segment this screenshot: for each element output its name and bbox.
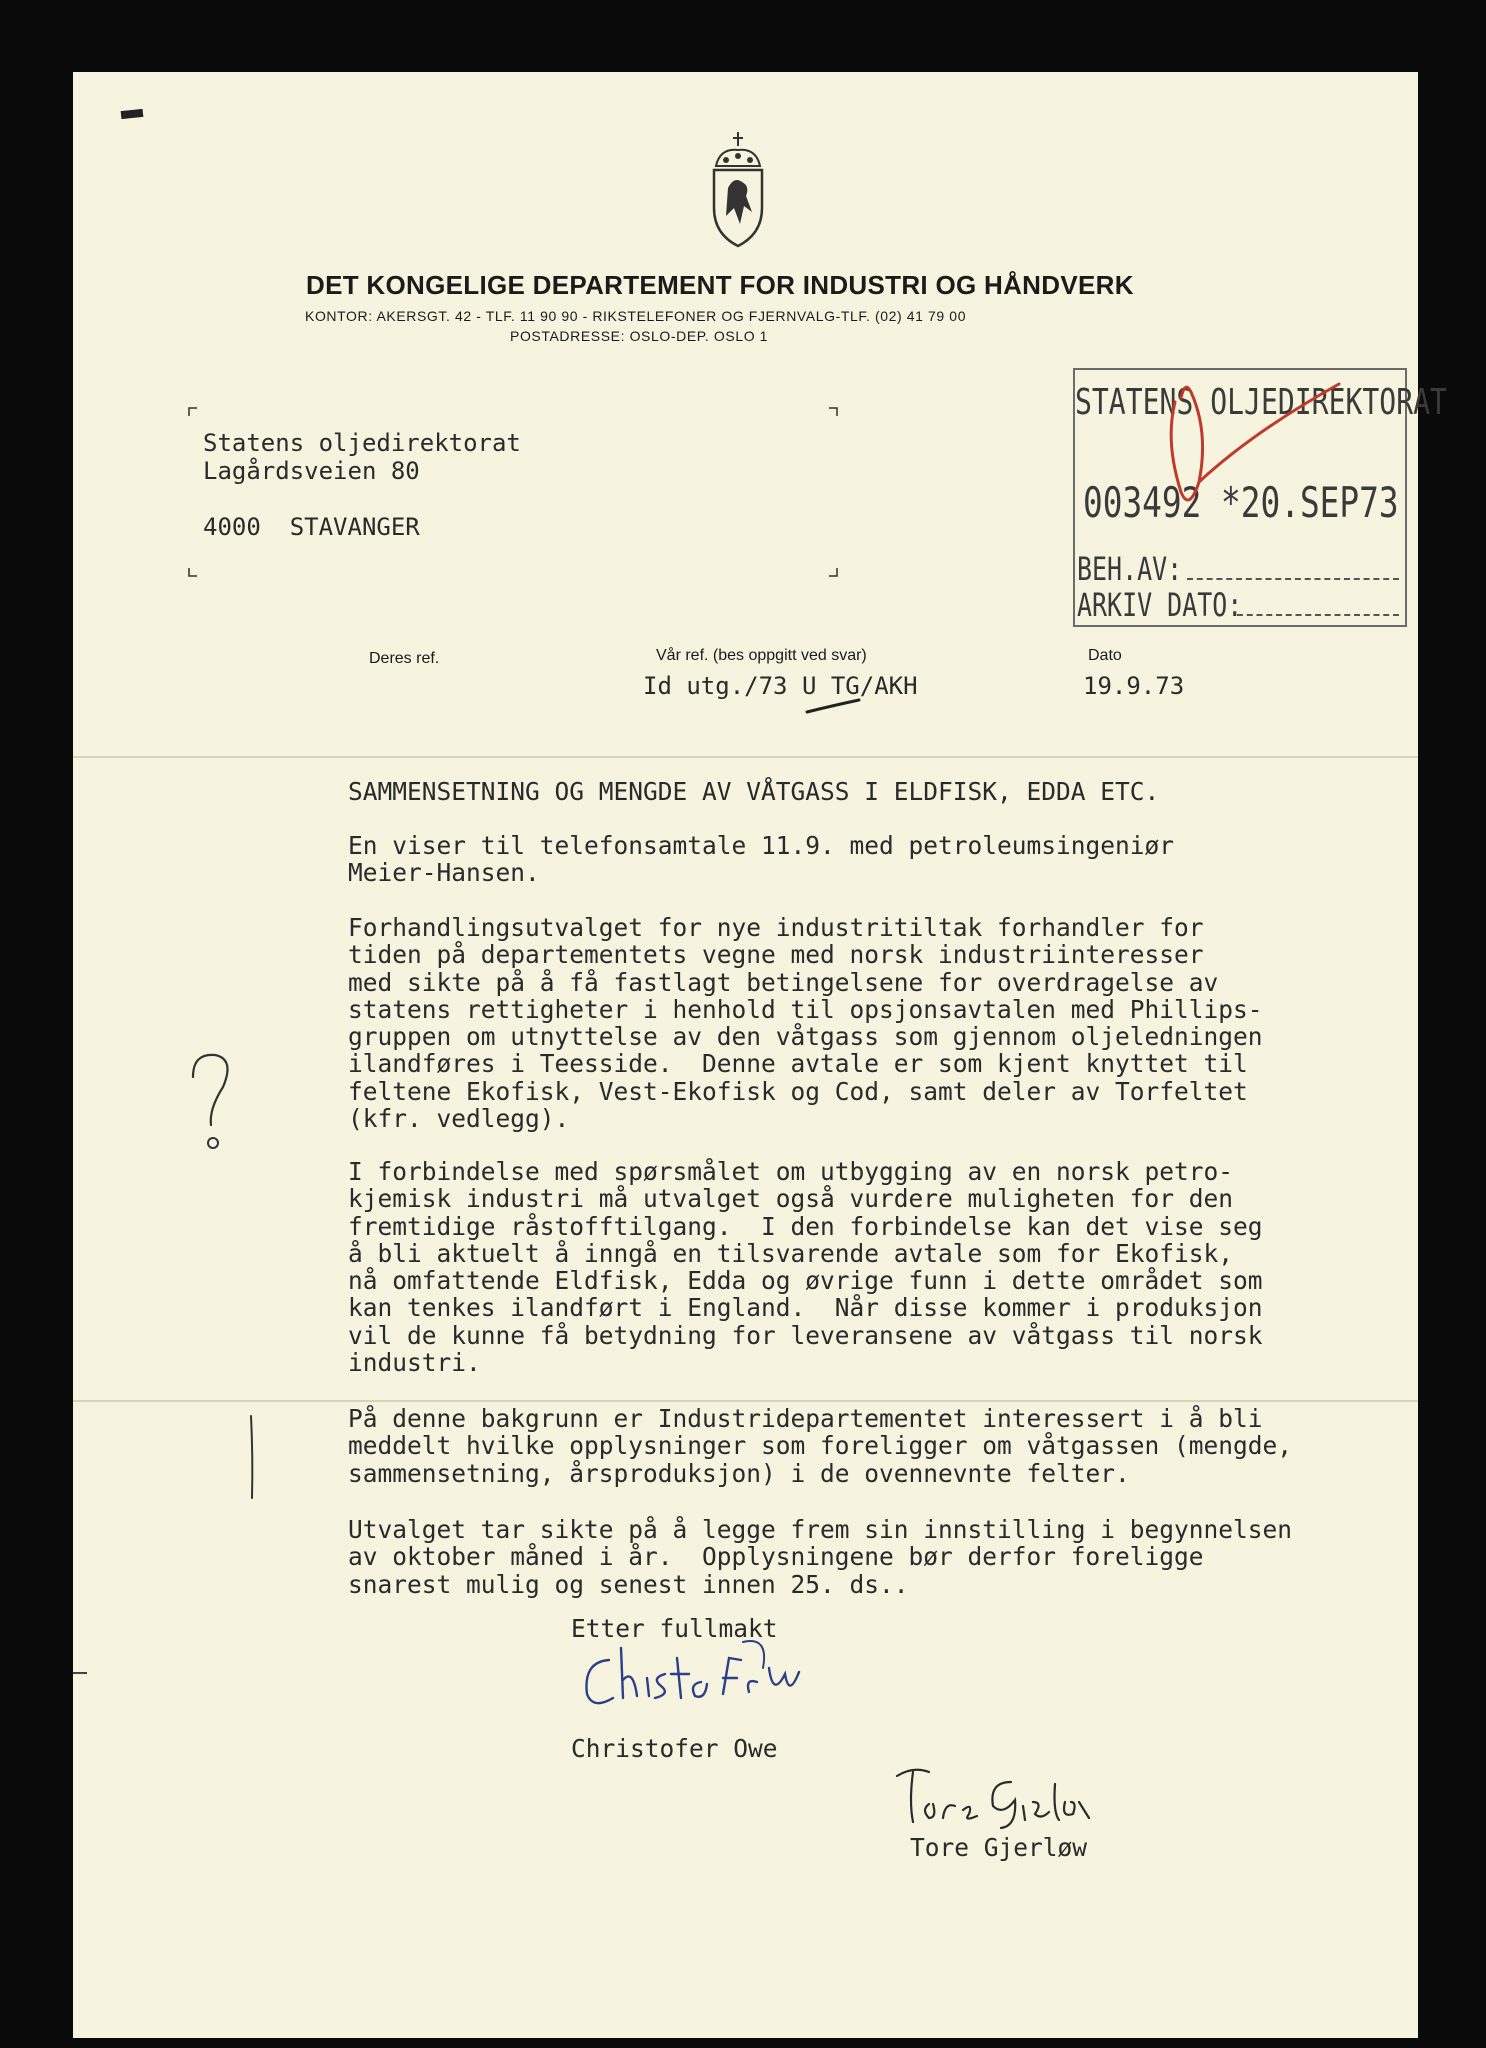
margin-vertical-mark (243, 1412, 263, 1502)
signature-christofer-owe (573, 1638, 813, 1728)
recipient-city: 4000 STAVANGER (203, 513, 420, 541)
margin-question-mark (183, 1047, 253, 1157)
body-paragraph-3: I forbindelse med spørsmålet om utbygging av en norsk petro- kjemisk industri må utvalget også vurdere muligheten for den fremtidige råstofftilgang. I den forbindelse kan det vise seg å bli aktuelt å inngå en tilsvarende avtale som for Ekofisk, nå omfattende Eldfisk, Edda og øvrige funn i dette området som kan tenkes ilandført i England. Når disse kommer i produksjon vil de kunne få betydning for leveransene av våtgass til norsk industri. (348, 1157, 1263, 1378)
fold-line-upper (73, 756, 1418, 758)
signer-2-name: Tore Gjerløw (910, 1833, 1088, 1862)
stamp-handled-by: BEH.AV: (1077, 550, 1183, 588)
letter-subject: SAMMENSETNING OG MENGDE AV VÅTGASS I ELDFISK, EDDA ETC. (348, 777, 1160, 806)
ref-underline-mark (803, 696, 863, 718)
letter-page (73, 72, 1447, 2038)
coat-of-arms-emblem (706, 130, 770, 250)
body-paragraph-4: På denne bakgrunn er Industridepartementet interessert i å bli meddelt hvilke opplysninger som foreligger om våtgassen (mengde, sammensetning, årsproduksjon) i de ovennevnte felter. (348, 1404, 1293, 1488)
their-ref-label: Deres ref. (369, 650, 440, 667)
our-ref-value: Id utg./73 U TG/AKH (643, 672, 918, 700)
stamp-archive-date: ARKIV DATO: (1077, 586, 1243, 624)
our-ref-label: Vår ref. (bes oppgitt ved svar) (656, 647, 867, 664)
date-label: Dato (1088, 647, 1122, 664)
department-postal-address: POSTADRESSE: OSLO-DEP. OSLO 1 (510, 328, 769, 344)
stamp-archive-date-line (1237, 614, 1399, 616)
body-paragraph-5: Utvalget tar sikte på å legge frem sin innstilling i begynnelsen av oktober måned i år. Opplysningene bør derfor foreligge snarest mulig og senest innen 25. ds.. (348, 1515, 1293, 1599)
corner-mark (121, 109, 144, 119)
recipient-name: Statens oljedirektorat (203, 429, 521, 457)
date-value: 19.9.73 (1083, 672, 1185, 700)
stamp-organization: STATENS OLJEDIREKTORAT (1075, 382, 1447, 423)
stamp-number-date: 003492 *20.SEP73 (1083, 478, 1399, 527)
recipient-street: Lagårdsveien 80 (203, 457, 420, 485)
department-contact: KONTOR: AKERSGT. 42 - TLF. 11 90 90 - RIKSTELEFONER OG FJERNVALG-TLF. (02) 41 79 00 (305, 308, 967, 324)
authority-line: Etter fullmakt (571, 1614, 778, 1643)
signer-1-name: Christofer Owe (571, 1734, 778, 1763)
signature-tore-gjerlow (893, 1762, 1093, 1832)
red-pen-mark (1103, 372, 1343, 522)
body-paragraph-1: En viser til telefonsamtale 11.9. med petroleumsingeniør Meier-Hansen. (348, 831, 1175, 888)
edge-tick-mark (73, 1672, 87, 1674)
body-paragraph-2: Forhandlingsutvalget for nye industritiltak forhandler for tiden på departementets vegne med norsk industriinteresser med sikte på å få fastlagt betingelsene for overdragelse av statens rettigheter i henhold til opsjonsavtalen med Phillips- gruppen om utnyttelse av den våtgass som gjennom oljeledningen ilandføres i Teesside. Denne avtale er som kjent knyttet til feltene Ekofisk, Vest-Ekofisk og Cod, samt deler av Torfeltet (kfr. vedlegg). (348, 913, 1263, 1134)
fold-line-lower (73, 1400, 1418, 1402)
stamp-handled-by-line (1187, 578, 1399, 580)
department-title: DET KONGELIGE DEPARTEMENT FOR INDUSTRI OG HÅNDVERK (306, 270, 1134, 300)
